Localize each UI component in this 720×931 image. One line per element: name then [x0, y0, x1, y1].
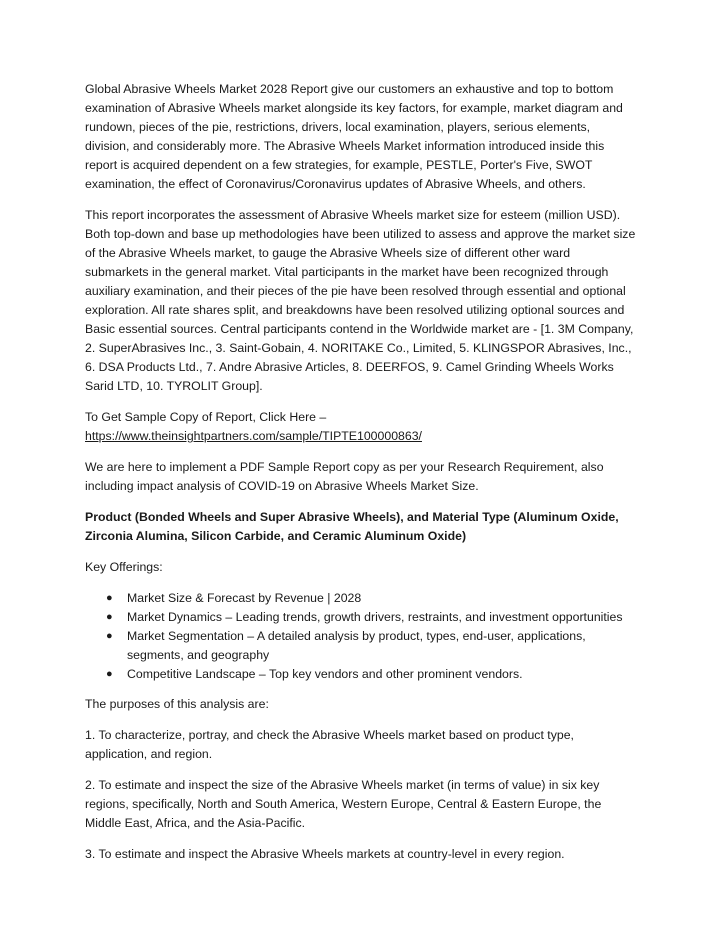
pdf-sample-paragraph: We are here to implement a PDF Sample Report copy as per your Research Requirement, also including impact analysis of COVID-19 on Abrasive Wheels Market Size.: [85, 460, 604, 493]
purpose-item-1: 1. To characterize, portray, and check the Abrasive Wheels market based on product type, application, and region.: [85, 728, 574, 761]
sample-report-link[interactable]: https://www.theinsightpartners.com/sample/TIPTE100000863/: [85, 429, 422, 443]
list-item: [85, 627, 637, 665]
list-item-text: Market Dynamics – Leading trends, growth drivers, restraints, and investment opportunities: [127, 610, 623, 624]
bullet-icon: ●: [106, 630, 113, 642]
purpose-item-3: 3. To estimate and inspect the Abrasive Wheels markets at country-level in every region.: [85, 847, 565, 861]
key-offerings-label: Key Offerings:: [85, 560, 163, 574]
document-body: [85, 80, 637, 876]
sample-intro-text: To Get Sample Copy of Report, Click Here –: [85, 410, 327, 424]
segmentation-heading: Product (Bonded Wheels and Super Abrasive Wheels), and Material Type (Aluminum Oxide, Zirconia Alumina, Silicon Carbide, and Ceramic Aluminum Oxide): [85, 510, 619, 543]
list-item-text: Market Size & Forecast by Revenue | 2028: [127, 591, 362, 605]
list-item-text: Market Segmentation – A detailed analysis by product, types, end-user, applications, segments, and geography: [127, 629, 586, 662]
methodology-paragraph: This report incorporates the assessment of Abrasive Wheels market size for esteem (million USD). Both top-down and base up methodologies have been utilized to assess and approve the market size of the Abrasive Wheels market, to gauge the Abrasive Wheels size of different other ward submarkets in the general market. Vital participants in the market have been recognized through auxiliary examination, and their pieces of the pie have been resolved through essential and optional exploration. All rate shares split, and breakdowns have been resolved utilizing optional sources and Basic essential sources. Central participants contend in the Worldwide market are - [1. 3M Company, 2. SuperAbrasives Inc., 3. Saint-Gobain, 4. NORITAKE Co., Limited, 5. KLINGSPOR Abrasives, Inc., 6. DSA Products Ltd., 7. Andre Abrasive Articles, 8. DEERFOS, 9. Camel Grinding Wheels Works Sarid LTD, 10. TYROLIT Group].: [85, 208, 636, 393]
bullet-icon: ●: [106, 611, 113, 623]
list-item-text: Competitive Landscape – Top key vendors and other prominent vendors.: [127, 667, 523, 681]
purpose-item-2: 2. To estimate and inspect the size of the Abrasive Wheels market (in terms of value) in six key regions, specifically, North and South America, Western Europe, Central & Eastern Europe, the Middle East, Africa, and the Asia-Pacific.: [85, 778, 602, 830]
sample-link-paragraph: [85, 427, 637, 446]
list-item: [85, 665, 637, 684]
key-offerings-list: [85, 589, 637, 684]
intro-paragraph: Global Abrasive Wheels Market 2028 Report give our customers an exhaustive and top to bottom examination of Abrasive Wheels market alongside its key factors, for example, market diagram and rundown, pieces of the pie, restrictions, drivers, local examination, players, serious elements, division, and considerably more. The Abrasive Wheels Market information introduced inside this report is acquired dependent on a few strategies, for example, PESTLE, Porter's Five, SWOT examination, the effect of Coronavirus/Coronavirus updates of Abrasive Wheels, and others.: [85, 82, 623, 191]
bullet-icon: ●: [106, 668, 113, 680]
list-item: [85, 589, 637, 608]
bullet-icon: ●: [106, 592, 113, 604]
list-item: [85, 608, 637, 627]
purposes-label: The purposes of this analysis are:: [85, 697, 269, 711]
